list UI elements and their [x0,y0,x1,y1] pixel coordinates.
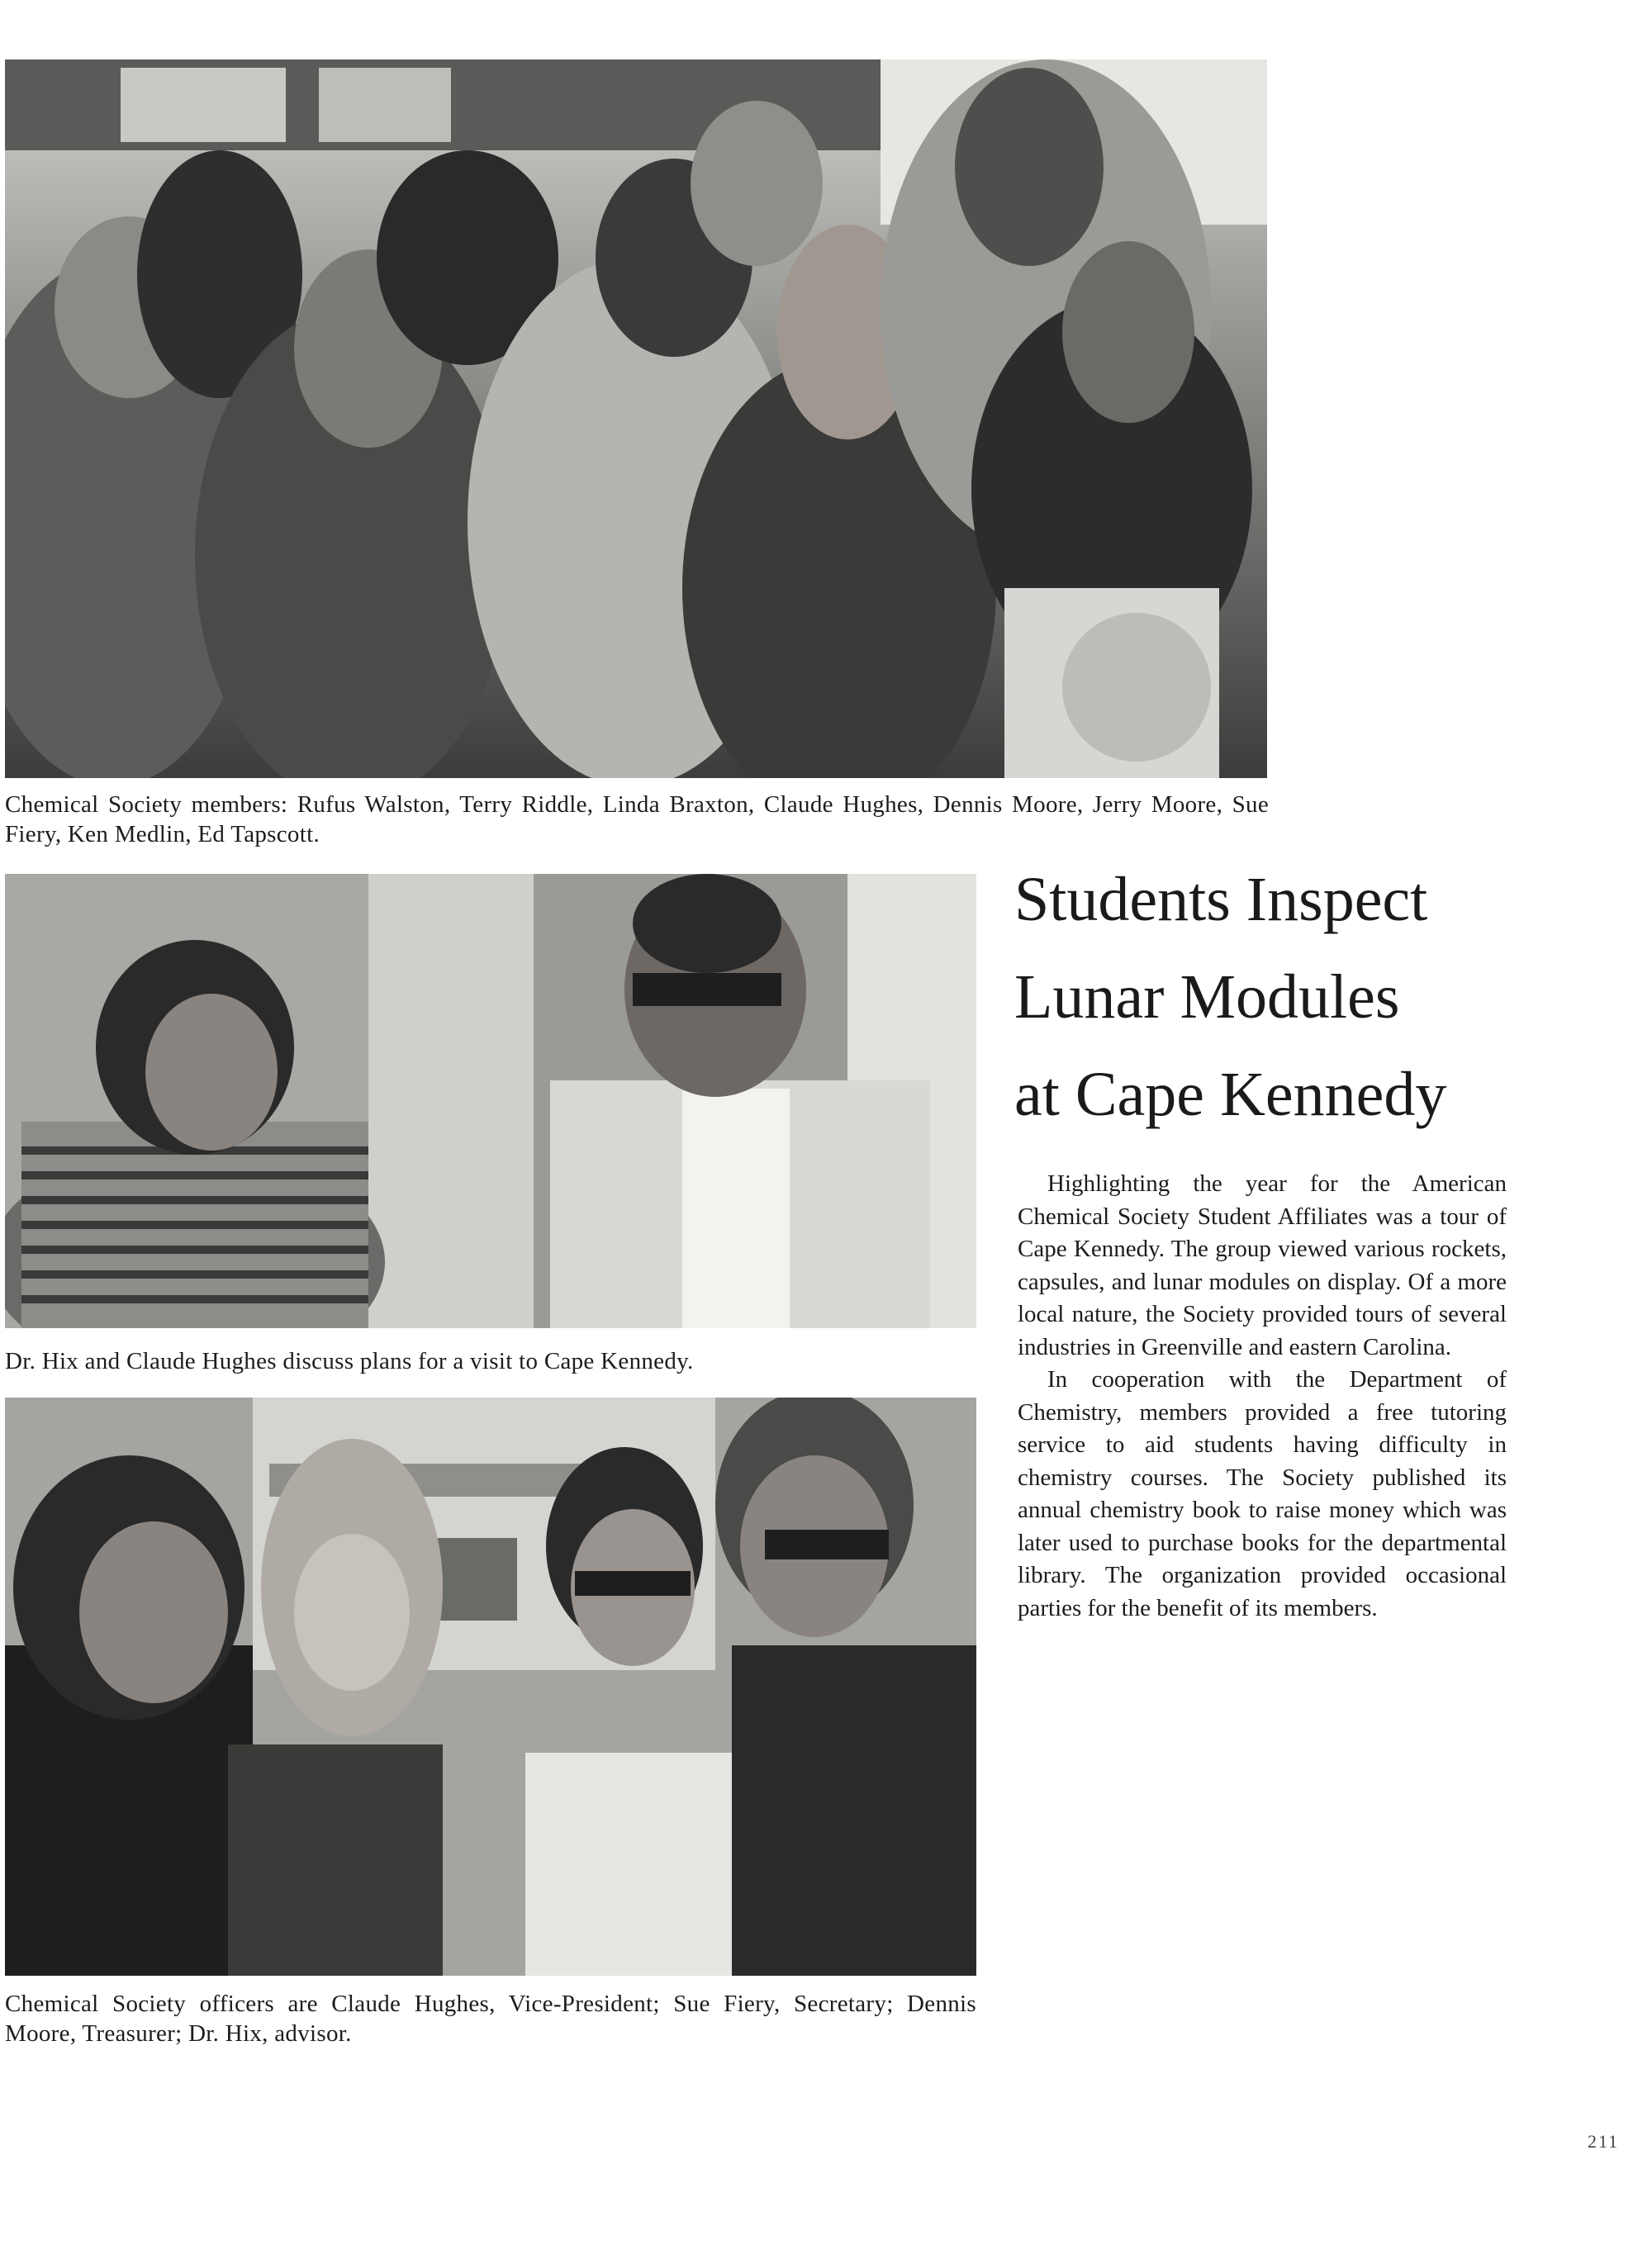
officers-photo-image [5,1398,976,1976]
officers-photo [5,1398,976,1976]
article-paragraph: Highlighting the year for the American Chemical Society Student Affiliates was a tour of Cape Kennedy. The group viewed various rockets, capsules, and lunar modules on display. Of a more local nature, the Society provided tours of several industries in Greenville and eastern Carolina. [1018,1170,1507,1360]
hix-hughes-photo-image [5,874,976,1328]
headline-line: at Cape Kennedy [1014,1060,1447,1129]
page-number: 211 [1588,2131,1620,2152]
article-headline [1014,851,1642,1143]
article-body [1018,1168,1507,1625]
headline-line: Lunar Modules [1014,962,1400,1032]
officers-caption: Chemical Society officers are Claude Hughes, Vice-President; Sue Fiery, Secretary; Dennis Moore, Treasurer; Dr. Hix, advisor. [5,1991,976,2047]
headline-line: Students Inspect [1014,865,1428,934]
group-photo-image [5,59,1267,778]
hix-hughes-caption: Dr. Hix and Claude Hughes discuss plans for a visit to Cape Kennedy. [5,1348,694,1374]
group-photo-caption: Chemical Society members: Rufus Walston, Terry Riddle, Linda Braxton, Claude Hughes, Dennis Moore, Jerry Moore, Sue Fiery, Ken Medlin, Ed Tapscott. [5,791,1269,847]
hix-hughes-photo [5,874,976,1328]
article-paragraph: In cooperation with the Department of Chemistry, members provided a free tutoring service to aid students having difficulty in chemistry courses. The Society published its annual chemistry book to raise money which was later used to purchase books for the departmental library. The organization provided occasional parties for the benefit of its members. [1018,1366,1507,1621]
group-photo [5,59,1267,778]
